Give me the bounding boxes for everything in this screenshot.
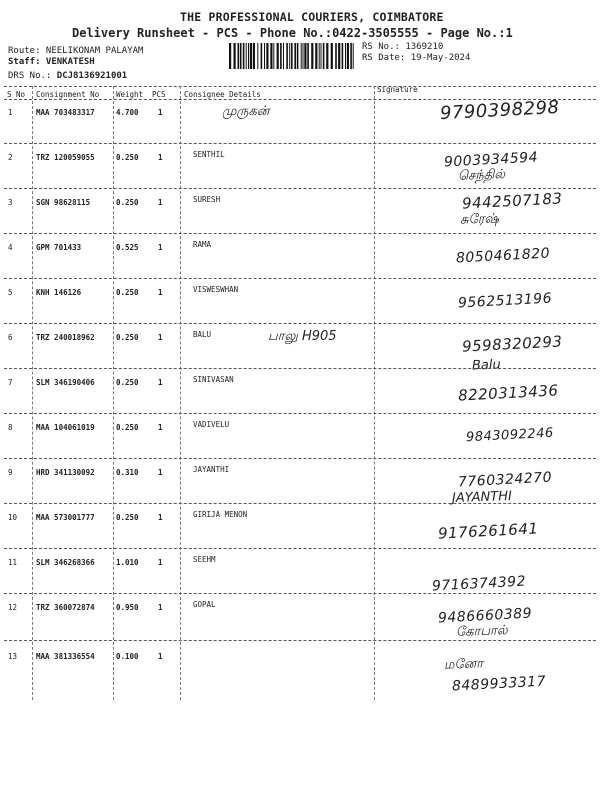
row-consignment-number: MAA 703483317 [36, 108, 95, 117]
row-consignee-name: SENTHIL [193, 150, 225, 159]
barcode-bar [326, 43, 328, 69]
row-consignee-name: GIRIJA MENON [193, 510, 248, 519]
row-serial-number: 1 [8, 108, 13, 117]
row-signature-name: கோபால் [455, 623, 508, 640]
drs-label: DRS No.: [8, 71, 52, 81]
row-handwritten-note: முருகன் [222, 104, 270, 119]
row-signature-name: சுரேஷ் [459, 211, 500, 228]
row-signature-phone: 7760324270 [457, 469, 553, 491]
row-pcs: 1 [158, 198, 163, 207]
barcode-bar [234, 43, 236, 69]
row-pcs: 1 [158, 513, 163, 522]
row-pcs: 1 [158, 378, 163, 387]
barcode-bar [229, 43, 231, 69]
barcode-bar [303, 43, 304, 69]
row-pcs: 1 [158, 558, 163, 567]
barcode-bar [248, 43, 249, 69]
barcode-bar [335, 43, 337, 69]
row-handwritten-note: பாலு H905 [268, 329, 337, 344]
row-consignment-number: HRD 341130092 [36, 468, 95, 477]
row-weight: 4.700 [116, 108, 139, 117]
column-header-pcs: PCS [152, 90, 166, 99]
rs-date: RS Date: 19-May-2024 [362, 53, 471, 63]
barcode-bar [253, 43, 255, 69]
row-serial-number: 10 [8, 513, 18, 522]
barcode-bar [323, 43, 325, 69]
row-serial-number: 13 [8, 652, 18, 661]
barcode-bar [257, 43, 258, 69]
row-consignee-name: VADIVELU [193, 420, 230, 429]
column-header-signature: Signature [377, 85, 418, 94]
row-consignment-number: TRZ 240018962 [36, 333, 95, 342]
row-signature-phone: 9176261641 [437, 519, 539, 543]
row-signature-phone: 8050461820 [455, 245, 551, 267]
row-separator [4, 368, 596, 369]
barcode-bar [240, 43, 242, 69]
barcode-bar [315, 43, 317, 69]
row-consignment-number: MAA 573001777 [36, 513, 95, 522]
row-separator [4, 278, 596, 279]
row-separator [4, 548, 596, 549]
row-consignee-name: SURESH [193, 195, 221, 204]
barcode-bar [291, 43, 293, 69]
barcode-bar [286, 43, 288, 69]
row-consignee-name: SINIVASAN [193, 375, 234, 384]
barcode-bar [280, 43, 282, 69]
row-weight: 0.250 [116, 288, 139, 297]
row-separator [4, 188, 596, 189]
row-pcs: 1 [158, 153, 163, 162]
row-signature-phone: 9003934594 [443, 149, 539, 171]
row-signature-phone: 8220313436 [457, 381, 559, 405]
route-field: Route: NEELIKONAM PALAYAM [8, 46, 144, 56]
barcode-bar [243, 43, 245, 69]
row-weight: 0.250 [116, 513, 139, 522]
header-top-rule [4, 86, 596, 87]
row-separator [4, 143, 596, 144]
row-pcs: 1 [158, 423, 163, 432]
row-signature-phone: 9716374392 [431, 573, 527, 595]
barcode-bar [277, 43, 279, 69]
row-signature-name: JAYANTHI [451, 488, 513, 507]
barcode-bar [311, 43, 313, 69]
row-consignment-number: SLM 346268366 [36, 558, 95, 567]
row-consignee-name: BALU [193, 330, 212, 339]
barcode-bar [304, 43, 306, 69]
barcode-bar [246, 43, 247, 69]
row-signature-phone: 9790398298 [439, 96, 560, 125]
row-separator [4, 640, 596, 641]
barcode-bar [273, 43, 274, 69]
row-weight: 0.250 [116, 153, 139, 162]
row-serial-number: 8 [8, 423, 13, 432]
row-consignee-name: SEEHM [193, 555, 216, 564]
row-separator [4, 413, 596, 414]
column-divider [113, 86, 114, 700]
barcode-bar [331, 43, 333, 69]
barcode-bar [338, 43, 340, 69]
row-signature-phone: 9562513196 [457, 290, 553, 312]
column-divider [180, 86, 181, 700]
row-consignment-number: TRZ 360072874 [36, 603, 95, 612]
barcode-bar [250, 43, 252, 69]
column-header-weight: Weight [116, 90, 144, 99]
barcode-bar [297, 43, 299, 69]
barcode-bar [289, 43, 290, 69]
row-consignment-number: TRZ 120059055 [36, 153, 95, 162]
barcode-bar [307, 43, 309, 69]
row-weight: 0.525 [116, 243, 139, 252]
row-serial-number: 2 [8, 153, 13, 162]
column-header-consignee: Consignee Details [184, 90, 261, 99]
row-consignee-name: RAMA [193, 240, 212, 249]
row-weight: 0.310 [116, 468, 139, 477]
barcode-image [228, 43, 356, 69]
row-serial-number: 3 [8, 198, 13, 207]
row-weight: 1.010 [116, 558, 139, 567]
barcode-bar [342, 43, 344, 69]
row-pcs: 1 [158, 468, 163, 477]
row-serial-number: 6 [8, 333, 13, 342]
row-consignment-number: SGN 98628115 [36, 198, 91, 207]
barcode-bar [345, 43, 346, 69]
row-serial-number: 4 [8, 243, 13, 252]
column-divider [374, 86, 375, 700]
column-header-sno: S No [7, 90, 26, 99]
row-pcs: 1 [158, 243, 163, 252]
row-signature-phone: 8489933317 [451, 673, 547, 695]
rs-number: RS No.: 1369210 [362, 42, 444, 52]
drs-number: DCJ8136921001 [56, 71, 128, 81]
row-consignee-name: JAYANTHI [193, 465, 230, 474]
row-separator [4, 593, 596, 594]
barcode-bar [350, 43, 352, 69]
row-consignee-name: VISWESWHAN [193, 285, 239, 294]
row-weight: 0.250 [116, 198, 139, 207]
column-header-consignment: Consignment No [36, 90, 100, 99]
barcode-bar [301, 43, 302, 69]
company-title: THE PROFESSIONAL COURIERS, COIMBATORE [180, 10, 444, 24]
row-consignee-name: GOPAL [193, 600, 216, 609]
row-pcs: 1 [158, 652, 163, 661]
drs-field [8, 71, 127, 81]
barcode-bar [347, 43, 349, 69]
row-consignment-number: MAA 104061019 [36, 423, 95, 432]
row-separator [4, 503, 596, 504]
row-separator [4, 458, 596, 459]
row-weight: 0.250 [116, 333, 139, 342]
barcode-bar [353, 43, 354, 69]
barcode-bar [270, 43, 272, 69]
barcode-bar [283, 43, 284, 69]
column-divider [32, 86, 33, 700]
staff-field: Staff: VENKATESH [8, 57, 95, 67]
row-consignment-number: KNH 146126 [36, 288, 82, 297]
row-serial-number: 5 [8, 288, 13, 297]
row-weight: 0.100 [116, 652, 139, 661]
row-separator [4, 233, 596, 234]
row-consignment-number: MAA 381336554 [36, 652, 95, 661]
row-serial-number: 9 [8, 468, 13, 477]
row-signature-name: மனோ [443, 656, 484, 673]
row-signature-phone: 9442507183 [461, 189, 563, 213]
row-serial-number: 12 [8, 603, 18, 612]
row-consignment-number: GPM 701433 [36, 243, 82, 252]
barcode-bar [261, 43, 263, 69]
row-consignment-number: SLM 346190406 [36, 378, 95, 387]
row-signature-name: Balu [471, 357, 502, 374]
barcode-bar [319, 43, 320, 69]
barcode-bar [264, 43, 265, 69]
row-pcs: 1 [158, 288, 163, 297]
row-signature-phone: 9486660389 [437, 605, 533, 627]
row-separator [4, 323, 596, 324]
row-weight: 0.250 [116, 423, 139, 432]
row-serial-number: 11 [8, 558, 18, 567]
row-serial-number: 7 [8, 378, 13, 387]
barcode-bar [266, 43, 268, 69]
barcode-bar [294, 43, 296, 69]
row-signature-name: செந்தில் [457, 167, 506, 184]
row-signature-phone: 9843092246 [465, 425, 555, 446]
row-pcs: 1 [158, 603, 163, 612]
runsheet-subtitle: Delivery Runsheet - PCS - Phone No.:0422-3505555 - Page No.:1 [72, 26, 513, 40]
barcode-bar [238, 43, 240, 69]
row-pcs: 1 [158, 108, 163, 117]
barcode-bar [321, 43, 322, 69]
row-pcs: 1 [158, 333, 163, 342]
row-signature-phone: 9598320293 [461, 332, 563, 356]
row-weight: 0.250 [116, 378, 139, 387]
row-weight: 0.950 [116, 603, 139, 612]
